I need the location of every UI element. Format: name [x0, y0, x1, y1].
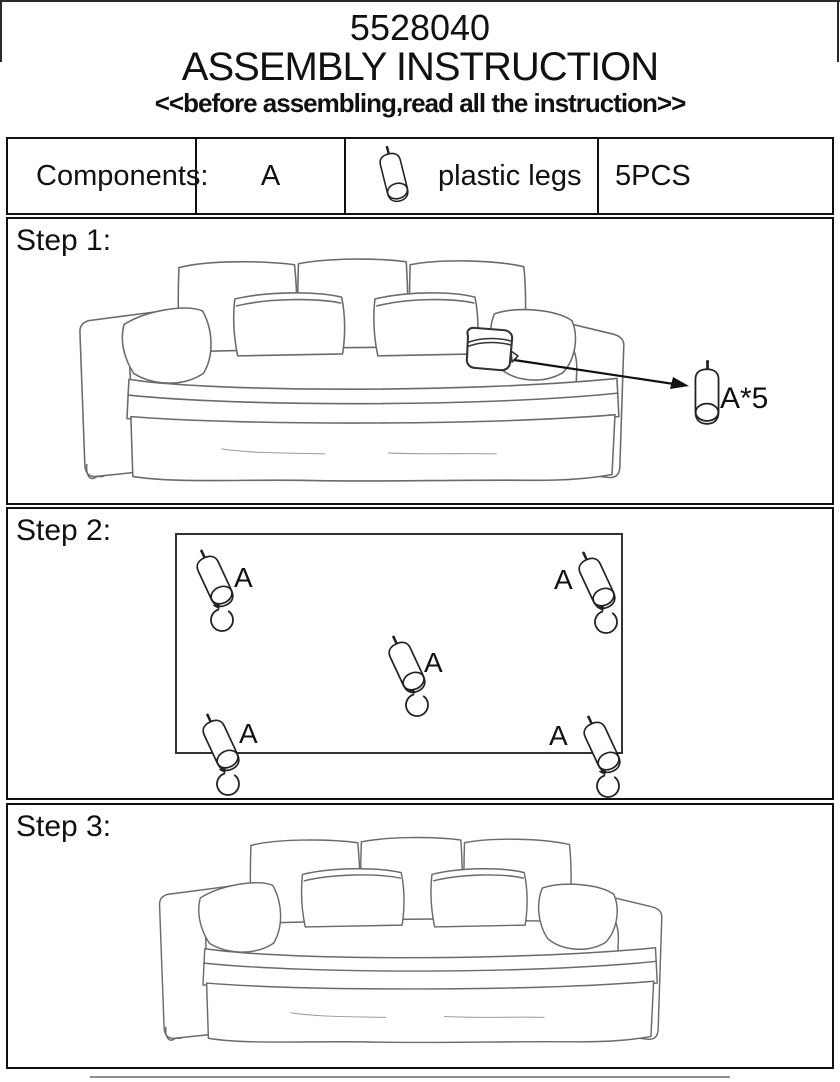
step-1-section: [6, 217, 834, 505]
step-1-label: Step 1:: [16, 224, 112, 257]
leg-part-label: A: [234, 562, 253, 593]
rotation-arrow-icon: [597, 769, 619, 797]
step-2-section: [6, 507, 834, 800]
leg-part-label: A: [239, 718, 258, 749]
step-1-callout: A*5: [720, 382, 769, 415]
sofa-drawing: [160, 838, 662, 1043]
component-part-name: plastic legs: [438, 159, 582, 192]
sofa-drawing: [80, 259, 624, 481]
page-subtitle: <<before assembling,read all the instruction>>: [154, 88, 686, 118]
model-number: 5528040: [349, 7, 491, 48]
leg-part-label: A: [554, 564, 573, 595]
component-quantity: 5PCS: [597, 139, 832, 213]
leg-part-label: A: [549, 720, 568, 751]
component-part-id: A: [195, 139, 344, 213]
step-3-section: [6, 803, 834, 1069]
components-label: Components:: [36, 159, 209, 192]
step-3-label: Step 3:: [16, 810, 112, 843]
step-3-illustration: [8, 805, 832, 1067]
page-title: ASSEMBLY INSTRUCTION: [181, 45, 659, 89]
footer-divider: [90, 1076, 730, 1078]
plastic-leg-icon: [372, 144, 418, 208]
step-2-label: Step 2:: [16, 514, 112, 547]
rotation-arrow-icon: [217, 767, 239, 795]
step-2-illustration: [8, 509, 832, 798]
component-part-cell: [344, 139, 597, 213]
leg-part-label: A: [424, 647, 443, 678]
leg-package: [467, 328, 518, 370]
page-top-border: [0, 0, 840, 2]
plastic-leg-icon: [695, 360, 718, 423]
step-1-illustration: [8, 219, 832, 503]
components-table: [6, 137, 834, 215]
